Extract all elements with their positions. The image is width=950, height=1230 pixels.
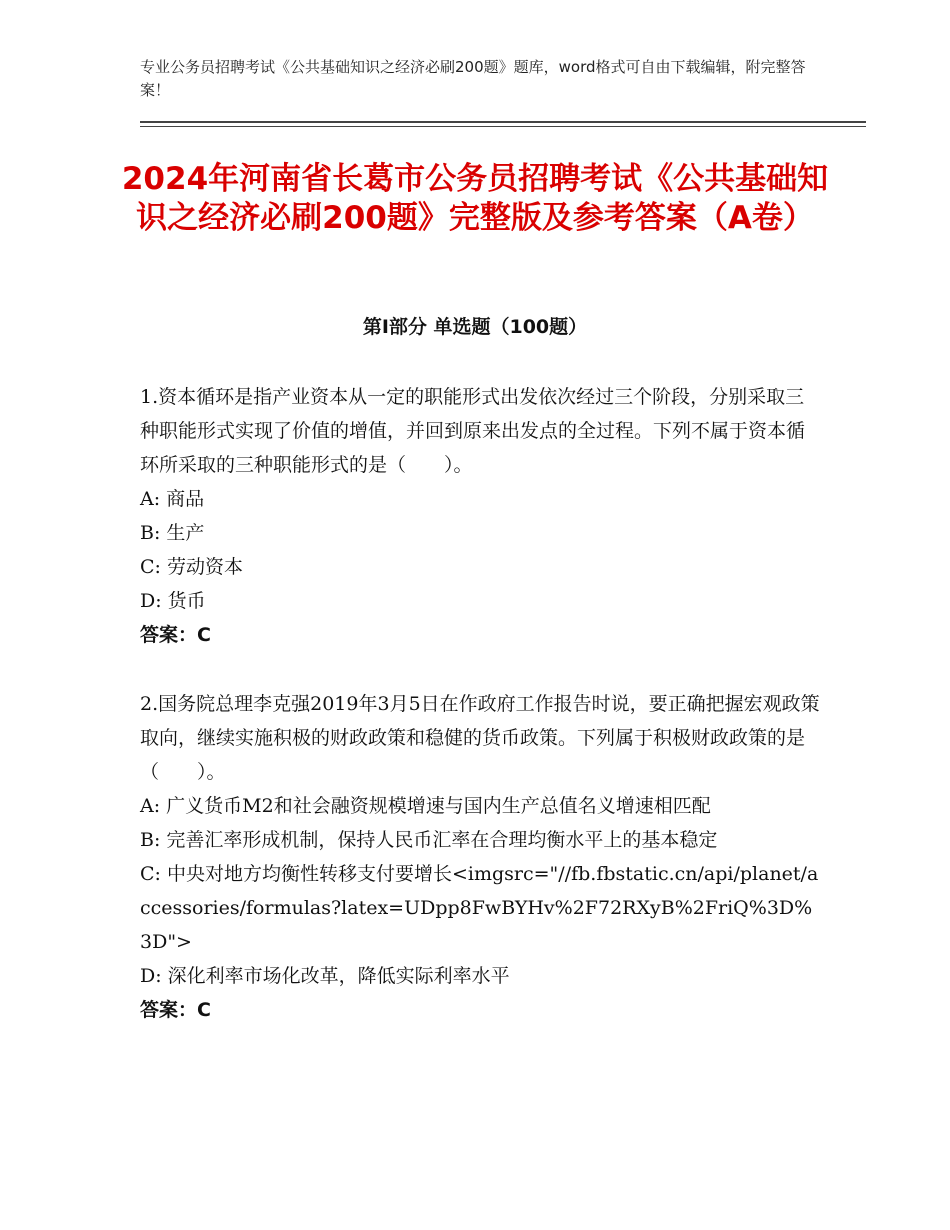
option-c: C: 劳动资本 <box>140 556 243 578</box>
document-title: 2024年河南省长葛市公务员招聘考试《公共基础知识之经济必刷200题》完整版及参考答案（A卷） <box>121 161 829 236</box>
option-c: C: 中央对地方均衡性转移支付要增长<imgsrc="//fb.fbstatic.cn/api/planet/accessories/formulas?latex=UDpp8FwBYHv%2F72RXyB%2FriQ%3D%3D"> <box>140 863 819 953</box>
question-1 <box>140 380 820 652</box>
header-divider-thin <box>140 126 866 127</box>
answer: 答案：C <box>140 624 211 646</box>
option-a: A: 商品 <box>140 488 205 510</box>
question-2 <box>140 687 820 1027</box>
option-b: B: 完善汇率形成机制，保持人民币汇率在合理均衡水平上的基本稳定 <box>140 829 718 851</box>
section-heading: 第Ⅰ部分 单选题（100题） <box>362 316 588 338</box>
question-stem: 1.资本循环是指产业资本从一定的职能形式出发依次经过三个阶段，分别采取三种职能形式实现了价值的增值，并回到原来出发点的全过程。下列不属于资本循环所采取的三种职能形式的是（ ）。 <box>140 386 806 476</box>
option-d: D: 货币 <box>140 590 206 612</box>
answer: 答案：C <box>140 999 211 1021</box>
header-divider-thick <box>140 121 866 123</box>
header-note: 专业公务员招聘考试《公共基础知识之经济必刷200题》题库，word格式可自由下载编辑，附完整答案！ <box>140 58 806 99</box>
option-b: B: 生产 <box>140 522 205 544</box>
option-d: D: 深化利率市场化改革，降低实际利率水平 <box>140 965 510 987</box>
option-a: A: 广义货币M2和社会融资规模增速与国内生产总值名义增速相匹配 <box>140 795 711 817</box>
question-stem: 2.国务院总理李克强2019年3月5日在作政府工作报告时说，要正确把握宏观政策取向，继续实施积极的财政政策和稳健的货币政策。下列属于积极财政政策的是（ ）。 <box>140 693 820 783</box>
